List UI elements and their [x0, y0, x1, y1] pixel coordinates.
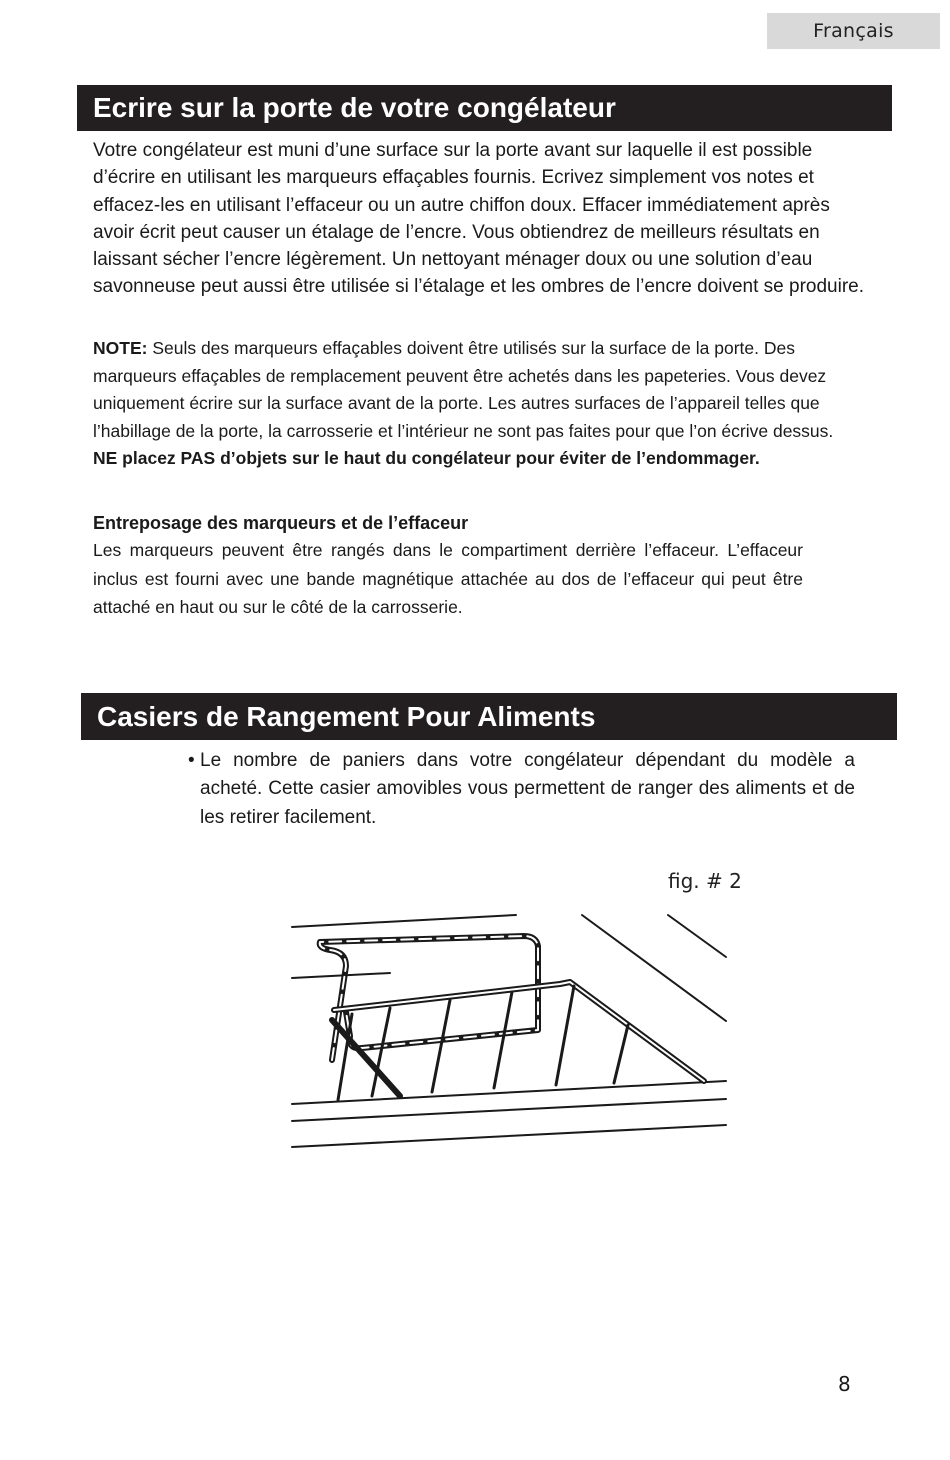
note-label: NOTE: — [93, 338, 148, 358]
freezer-floor-line-2 — [292, 1099, 726, 1121]
language-tab: Français — [767, 13, 940, 49]
basket-bar — [614, 1025, 628, 1083]
figure-label: fig. # 2 — [668, 869, 742, 893]
note-warning: NE placez PAS d’objets sur le haut du congélateur pour éviter de l’endommager. — [93, 448, 760, 469]
freezer-floor-line-1 — [292, 1081, 726, 1104]
bullet-text — [200, 747, 855, 832]
basket-bar — [556, 986, 574, 1085]
freezer-floor-line-3 — [292, 1125, 726, 1147]
page-number: 8 — [838, 1372, 851, 1396]
storage-subheading: Entreposage des marqueurs et de l’effaceur — [93, 513, 469, 533]
storage-paragraph: Les marqueurs peuvent être rangés dans le compartiment derrière l’effaceur. L’effaceur inclus est fourni avec une bande magnétique attachée au dos de l’effaceur qui peut être attaché en haut ou sur le côté de la carrosserie. — [93, 540, 803, 617]
section-title-storage-bins: Casiers de Rangement Pour Aliments — [81, 693, 897, 740]
freezer-back-line-1 — [292, 915, 516, 927]
note-paragraph — [93, 335, 853, 473]
freezer-back-line-2 — [292, 973, 390, 978]
bullet-text-content: Le nombre de paniers dans votre congélateur dépendant du modèle a acheté. Cette casier amovibles vous permettent de ranger des aliments et de les retirer facilement. — [200, 750, 855, 828]
basket-bar — [494, 992, 512, 1088]
freezer-side-line-2 — [668, 915, 726, 957]
basket-bar — [432, 1000, 450, 1092]
note-text: Seuls des marqueurs effaçables doivent être utilisés sur la surface de la porte. Des marqueurs effaçables de remplacement peuvent être achetés dans les papeteries. Vous devez uniquement écrire sur la surface avant de la porte. Les autres surfaces de l’appareil telles que l’habillage de la porte, la carrosserie et l’intérieur ne sont pas faites pour que l’on écrive dessus. — [93, 338, 834, 441]
basket-front-wire — [332, 1020, 400, 1096]
basket-illustration — [270, 900, 740, 1160]
section-title-writing-door: Ecrire sur la porte de votre congélateur — [77, 85, 892, 131]
bullet-icon: • — [188, 750, 195, 771]
intro-paragraph: Votre congélateur est muni d’une surface sur la porte avant sur laquelle il est possible d’écrire en utilisant les marqueurs effaçables fournis. Ecrivez simplement vos notes et effacez-les en utilisant l’effaceur ou un autre chiffon doux. Effacer immédiatement après avoir écrit peut causer un étalage de l’encre. Vous obtiendrez de meilleurs résultats en laissant sécher l’encre légèrement. Un nettoyant ménager doux ou une solution d’eau savonneuse peut aussi être utilisée si l’étalage et les ombres de l’encre doivent se produire. — [93, 140, 865, 298]
